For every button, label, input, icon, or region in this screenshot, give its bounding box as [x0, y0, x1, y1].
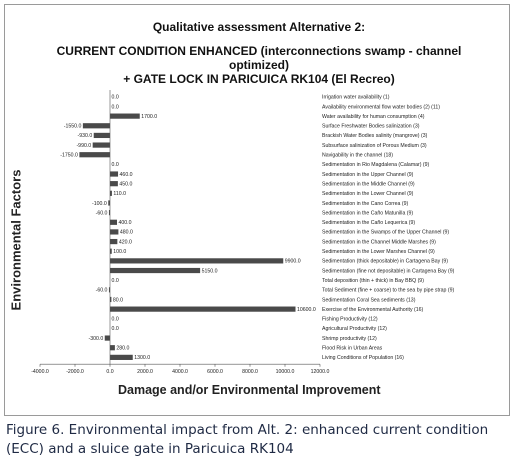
data-label: 450.0 — [119, 181, 133, 188]
category-label: Sedimentation in Rio Magdalena (Calamar) (9) — [322, 162, 430, 169]
category-label: Shrimp productivity (12) — [322, 335, 377, 342]
x-tick-label: 0.0 — [106, 369, 114, 376]
chart-title: Qualitative assessment Alternative 2: — [152, 20, 366, 34]
category-label: Subsurface salinization of Porous Medium (3) — [322, 142, 427, 149]
data-label: 0.0 — [111, 277, 119, 284]
category-label: Fishing Productivity (12) — [322, 316, 378, 323]
category-label: Surface Freshwater Bodies salinization (3) — [322, 123, 420, 130]
category-label: Total Sediment (fine + coarse) to the sea by pipe strap (9) — [322, 287, 455, 294]
data-label: 9900.0 — [284, 258, 301, 265]
category-label: Sedimentation in the Caño Matunilla (9) — [322, 210, 414, 217]
bar — [110, 220, 117, 225]
data-label: 460.0 — [119, 171, 133, 178]
x-tick-label: 6000.0 — [207, 369, 223, 376]
data-label: 5150.0 — [201, 268, 218, 275]
x-axis-label: Damage and/or Environmental Improvement — [118, 383, 381, 397]
y-axis-label: Environmental Factors — [8, 169, 24, 311]
category-label: Exercise of the Environmental Authority (16) — [322, 306, 424, 313]
data-label: -300.0 — [88, 335, 104, 342]
category-label: Navigability in the channel (18) — [322, 152, 393, 159]
data-label: -1750.0 — [60, 152, 78, 159]
data-label: 80.0 — [112, 297, 124, 304]
data-label: 1700.0 — [141, 113, 158, 120]
x-tick-label: 2000.0 — [137, 369, 153, 376]
data-label: 110.0 — [113, 191, 127, 198]
category-label: Sedimentation in the Cano Correa (9) — [322, 200, 409, 207]
bar — [110, 268, 200, 273]
data-label: 10600.0 — [297, 306, 316, 313]
bar — [94, 133, 110, 138]
category-label: Sedimentation in the Channel Middle Marshes (9) — [322, 239, 436, 246]
x-tick-label: 4000.0 — [172, 369, 188, 376]
bar — [83, 123, 110, 128]
bar — [110, 239, 117, 244]
category-label: Sedimentation Coral Sea sediments (13) — [322, 297, 416, 304]
bar — [105, 335, 110, 340]
category-label: Irrigation water availability (1) — [322, 94, 390, 101]
data-label: 400.0 — [118, 220, 132, 227]
bar — [110, 114, 140, 119]
data-label: 0.0 — [111, 162, 119, 169]
category-label: Sedimentation in the Upper Channel (9) — [322, 171, 414, 178]
bar — [110, 355, 133, 360]
x-tick-label: -2000.0 — [66, 369, 84, 376]
figure-caption: Figure 6. Environmental impact from Alt. 2: enhanced current condition (ECC) and a sluice gate in Paricuica RK104 — [6, 422, 489, 457]
category-label: Sedimentation in the Lower Marshes Channel (9) — [322, 249, 435, 256]
data-label: -60.0 — [95, 287, 108, 294]
category-label: Water availability for human consumption (4) — [322, 113, 425, 120]
data-label: 480.0 — [119, 229, 133, 236]
category-label: Brackish Water Bodies salinity (mangrove) (3) — [322, 133, 428, 140]
data-label: 0.0 — [111, 326, 119, 333]
x-tick-label: -4000.0 — [31, 369, 49, 376]
chart-subtitle-line-1: CURRENT CONDITION ENHANCED (interconnections swamp - channel — [56, 44, 462, 58]
category-label: Sedimentation (fine not depositable) in Cartagena Bay (9) — [322, 268, 455, 275]
data-label: 0.0 — [111, 94, 119, 101]
category-label: Sedimentation (thick depositable) in Cartagena Bay (9) — [322, 258, 449, 265]
category-label: Flood Risk in Urban Areas — [322, 345, 383, 352]
category-label: Availability environmental flow water bodies (2) (11) — [322, 104, 441, 111]
category-label: Total deposition (thin + thick) in Bay BBQ (9) — [322, 277, 424, 284]
category-label: Agricultural Productivity (12) — [322, 326, 387, 333]
category-label: Sedimentation in the Middle Channel (9) — [322, 181, 415, 188]
category-label: Living Conditions of Population (16) — [322, 355, 404, 362]
data-label: -930.0 — [77, 133, 93, 140]
data-label: -100.0 — [92, 200, 107, 207]
bar — [110, 307, 296, 312]
x-tick-label: 8000.0 — [242, 369, 258, 376]
data-label: 100.0 — [113, 249, 127, 256]
bar — [110, 171, 118, 176]
data-label: -60.0 — [95, 210, 108, 217]
bar — [110, 181, 118, 186]
data-label: 1300.0 — [134, 355, 151, 362]
chart-subtitle-line-2: optimized) — [229, 58, 289, 72]
bar — [93, 142, 110, 147]
data-label: 420.0 — [118, 239, 132, 246]
data-label: 280.0 — [116, 345, 130, 352]
x-tick-label: 10000.0 — [275, 369, 295, 376]
bar — [110, 345, 115, 350]
bar — [110, 258, 283, 263]
bar — [110, 229, 118, 234]
data-label: 0.0 — [111, 316, 119, 323]
category-label: Sedimentation in the Lower Channel (9) — [322, 191, 414, 198]
data-label: -990.0 — [76, 142, 92, 149]
chart-subtitle-line-3: + GATE LOCK IN PARICUICA RK104 (El Recreo) — [123, 72, 395, 86]
bar — [79, 152, 110, 157]
category-label: Sedimentation in the Caño Lequerica (9) — [322, 220, 416, 227]
category-label: Sedimentation in the Swamps of the Upper Channel (9) — [322, 229, 450, 236]
data-label: 0.0 — [111, 104, 119, 111]
x-tick-label: 12000.0 — [310, 369, 330, 376]
data-label: -1550.0 — [63, 123, 82, 130]
